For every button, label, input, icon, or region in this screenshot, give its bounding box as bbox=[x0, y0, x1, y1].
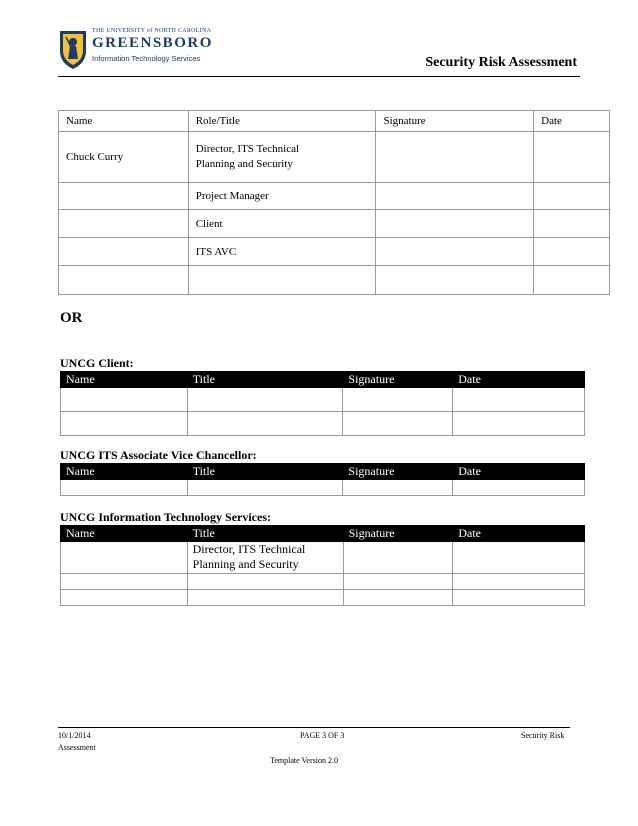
header-signature: Signature bbox=[376, 111, 534, 132]
or-separator: OR bbox=[60, 310, 83, 326]
name-cell[interactable] bbox=[61, 480, 188, 496]
name-cell[interactable] bbox=[61, 388, 188, 412]
signature-cell[interactable] bbox=[343, 574, 453, 590]
signature-cell[interactable] bbox=[343, 412, 453, 436]
date-cell[interactable] bbox=[534, 266, 610, 295]
name-cell[interactable] bbox=[61, 574, 188, 590]
date-cell[interactable] bbox=[534, 210, 610, 238]
table-header-row bbox=[61, 464, 585, 480]
table-header-row bbox=[61, 372, 585, 388]
role-cell: Project Manager bbox=[188, 183, 376, 210]
signature-cell[interactable] bbox=[343, 388, 453, 412]
table-row bbox=[59, 238, 610, 266]
role-cell: Director, ITS Technical Planning and Security bbox=[188, 132, 376, 183]
signature-cell[interactable] bbox=[343, 480, 453, 496]
table-row bbox=[59, 210, 610, 238]
signature-cell[interactable] bbox=[343, 542, 453, 574]
role-cell: Client bbox=[188, 210, 376, 238]
its-avc-table bbox=[60, 463, 585, 496]
table-row bbox=[61, 542, 585, 574]
logo-greensboro: GREENSBORO bbox=[92, 35, 213, 51]
footer-divider bbox=[58, 727, 570, 728]
header-date: Date bbox=[453, 372, 585, 388]
header-title: Title bbox=[187, 526, 343, 542]
footer-page-number: PAGE 3 OF 3 bbox=[300, 731, 345, 740]
title-cell[interactable] bbox=[187, 388, 343, 412]
table-row bbox=[61, 412, 585, 436]
signature-cell[interactable] bbox=[376, 210, 534, 238]
spartan-shield-icon bbox=[58, 27, 88, 71]
document-title: Security Risk Assessment bbox=[425, 55, 577, 70]
uncg-client-label: UNCG Client: bbox=[60, 356, 134, 370]
name-cell[interactable] bbox=[61, 412, 188, 436]
date-cell[interactable] bbox=[534, 183, 610, 210]
signature-cell[interactable] bbox=[376, 238, 534, 266]
header-signature: Signature bbox=[343, 372, 453, 388]
signature-cell[interactable] bbox=[376, 183, 534, 210]
header-divider bbox=[58, 76, 580, 77]
footer-doc-name-cont: Assessment bbox=[58, 743, 96, 752]
table-row bbox=[59, 183, 610, 210]
date-cell[interactable] bbox=[534, 132, 610, 183]
header-date: Date bbox=[453, 526, 585, 542]
header-title: Title bbox=[187, 464, 343, 480]
table-row bbox=[61, 590, 585, 606]
name-cell: Chuck Curry bbox=[59, 132, 189, 183]
header-title: Title bbox=[187, 372, 343, 388]
date-cell[interactable] bbox=[453, 574, 585, 590]
name-cell[interactable] bbox=[61, 542, 188, 574]
uncg-client-table bbox=[60, 371, 585, 436]
footer-date: 10/1/2014 bbox=[58, 731, 91, 740]
table-row bbox=[61, 574, 585, 590]
header-signature: Signature bbox=[343, 464, 453, 480]
title-cell[interactable] bbox=[187, 480, 343, 496]
name-cell bbox=[59, 266, 189, 295]
title-cell[interactable] bbox=[187, 590, 343, 606]
uncg-logo bbox=[58, 25, 213, 73]
title-cell[interactable] bbox=[187, 574, 343, 590]
role-cell bbox=[188, 266, 376, 295]
role-cell: ITS AVC bbox=[188, 238, 376, 266]
logo-university-line: THE UNIVERSITY of NORTH CAROLINA bbox=[92, 28, 212, 34]
date-cell[interactable] bbox=[453, 480, 585, 496]
date-cell[interactable] bbox=[453, 388, 585, 412]
name-cell bbox=[59, 210, 189, 238]
header-date: Date bbox=[453, 464, 585, 480]
signature-cell[interactable] bbox=[376, 132, 534, 183]
table-row bbox=[61, 388, 585, 412]
name-cell bbox=[59, 238, 189, 266]
approvals-table bbox=[58, 110, 610, 295]
name-cell bbox=[59, 183, 189, 210]
header-date: Date bbox=[534, 111, 610, 132]
header-name: Name bbox=[61, 372, 188, 388]
date-cell[interactable] bbox=[453, 590, 585, 606]
its-services-label: UNCG Information Technology Services: bbox=[60, 510, 271, 524]
title-cell: Director, ITS Technical Planning and Security bbox=[187, 542, 343, 574]
its-services-table bbox=[60, 525, 585, 606]
header-role-title: Role/Title bbox=[188, 111, 376, 132]
date-cell[interactable] bbox=[453, 542, 585, 574]
header-name: Name bbox=[59, 111, 189, 132]
header-signature: Signature bbox=[343, 526, 453, 542]
signature-cell[interactable] bbox=[376, 266, 534, 295]
title-cell[interactable] bbox=[187, 412, 343, 436]
footer-template-version: Template Version 2.0 bbox=[270, 756, 338, 765]
table-row bbox=[61, 480, 585, 496]
table-row bbox=[59, 266, 610, 295]
logo-its-line: Information Technology Services bbox=[92, 54, 201, 63]
header-name: Name bbox=[61, 464, 188, 480]
date-cell[interactable] bbox=[453, 412, 585, 436]
header-name: Name bbox=[61, 526, 188, 542]
its-avc-label: UNCG ITS Associate Vice Chancellor: bbox=[60, 448, 257, 462]
table-row bbox=[59, 132, 610, 183]
name-cell[interactable] bbox=[61, 590, 188, 606]
table-header-row bbox=[59, 111, 610, 132]
footer-doc-name: Security Risk bbox=[521, 731, 565, 740]
date-cell[interactable] bbox=[534, 238, 610, 266]
signature-cell[interactable] bbox=[343, 590, 453, 606]
table-header-row bbox=[61, 526, 585, 542]
